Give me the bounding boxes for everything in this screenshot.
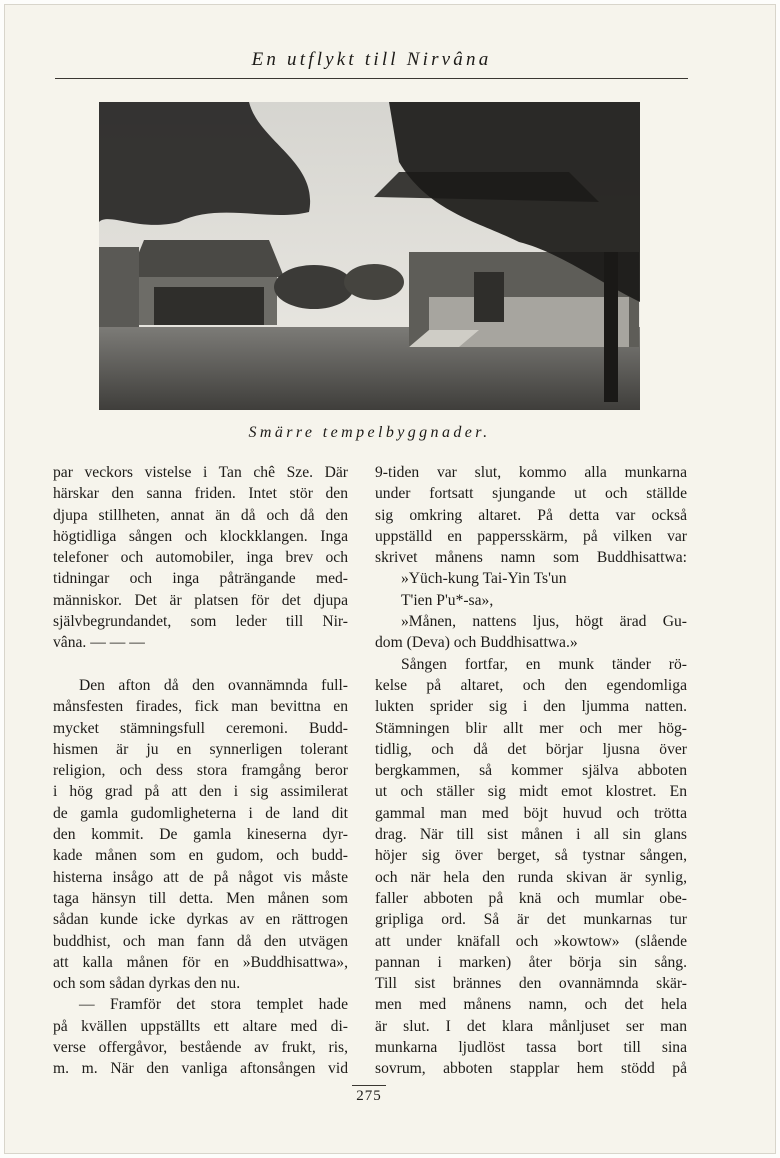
text-line: faller abboten på knä och mumlar obe- — [375, 889, 687, 907]
text-line: Till sist brännes den ovannämnda skär- — [375, 975, 687, 993]
text-line: mycket stämningsfull ceremoni. Budd- — [53, 719, 348, 737]
text-line: på kvällen uppställts ett altare med di- — [53, 1017, 348, 1035]
text-line: härskar den sanna friden. Intet stör den — [53, 485, 348, 503]
text-line: de gamla gudomligheterna i de land dit — [53, 804, 348, 822]
figure-caption: Smärre tempelbyggnader. — [248, 424, 491, 441]
text-line: vâna. — — — — [53, 634, 145, 652]
text-line: ut och ställer sig midt emot klostret. En — [375, 783, 687, 801]
text-line: verse offergåvor, bestående av frukt, ris, — [53, 1039, 348, 1057]
text-line: buddhist, och man fann då den utvägen — [53, 932, 348, 950]
text-line: tidlig, och då det börjar ljusna över — [375, 740, 687, 758]
text-line: munkarna ljudlöst tassa bort till sina — [375, 1039, 687, 1057]
text-line: hismen är ju en synnerligen tolerant — [53, 740, 348, 758]
text-line: högtidliga sången och klockklangen. Inga — [53, 527, 348, 545]
text-line: i hög grad på att den i sig assimilerat — [53, 783, 348, 801]
text-line: gammal man med böjt huvud och trötta — [375, 804, 687, 822]
text-line: Den afton då den ovannämnda full- — [79, 676, 348, 694]
text-line: T'ien P'u*-sa», — [401, 591, 494, 609]
text-line: Stämningen blir allt mer och mer hög- — [375, 719, 687, 737]
running-header: En utflykt till Nirvâna — [251, 49, 492, 70]
text-line: Sången fortfar, en munk tänder rö- — [401, 655, 687, 673]
text-line: lukten sprider sig i den ljumma natten. — [375, 698, 687, 716]
text-line: självbegrundandet, som leder till Nir- — [53, 613, 348, 631]
book-page — [4, 4, 776, 1154]
text-line: — Framför det stora templet hade — [79, 996, 348, 1014]
temple-photo-illustration — [99, 102, 640, 410]
text-line: »Månen, nattens ljus, högt ärad Gu- — [401, 613, 687, 631]
text-line: människor. Det är platsen för det djupa — [53, 591, 348, 609]
text-line: sig omkring altaret. På detta var också — [375, 506, 687, 524]
text-line: 9-tiden var slut, kommo alla munkarna — [375, 464, 687, 481]
text-line: men med månens namn, och det hela — [375, 996, 687, 1014]
text-line: pannan i marken) åter börja sin sång. — [375, 953, 687, 971]
temple-photograph — [99, 102, 640, 410]
text-line: är slut. I det klara månljuset ser man — [375, 1017, 687, 1035]
right-text-column — [375, 462, 687, 1080]
text-line — [53, 654, 348, 675]
page-number: 275 — [356, 1088, 382, 1104]
text-line: och när hela den runda skivan är synlig, — [375, 868, 687, 886]
header-rule — [55, 78, 688, 79]
text-line: histerna insågo att de på något vis måste — [53, 868, 348, 886]
text-line: dom (Deva) och Buddhisattwa.» — [375, 634, 578, 652]
text-line: att under knäfall och »kowtow» (slående — [375, 932, 687, 950]
text-line: den kommit. De gamla kineserna dyr- — [53, 826, 348, 844]
text-line: att kalla månen för en »Buddhisattwa», — [53, 953, 348, 971]
page-number-rule — [352, 1085, 386, 1086]
text-line: djupa stillheten, annat än då och då den — [53, 506, 348, 524]
text-line: uppställd en pappersskärm, på vilken var — [375, 527, 687, 545]
text-line: sådan kunde icke dyrkas av en rättrogen — [53, 911, 348, 929]
text-line: kade månen som en gudom, och budd- — [53, 847, 348, 865]
text-line: taga hänsyn till detta. Men månen som — [53, 889, 348, 907]
text-line: religion, och dess stora framgång beror — [53, 762, 348, 780]
text-line: sovrum, abboten stapplar hem stödd på — [375, 1060, 687, 1078]
text-line: kelse på altaret, och den egendomliga — [375, 676, 687, 694]
text-line: skrivet månens namn som Buddhisattwa: — [375, 549, 687, 567]
text-line: bergkammen, så kommer själva abboten — [375, 762, 687, 780]
text-line: telefoner och automobiler, inga brev och — [53, 549, 348, 567]
text-line: m. m. När den vanliga aftonsången vid — [53, 1060, 348, 1078]
text-line: drag. När till sist månen i all sin glans — [375, 826, 687, 844]
text-line: månsfesten firades, fick man bevittna en — [53, 698, 348, 716]
text-line: och som sådan dyrkas den nu. — [53, 975, 241, 993]
left-text-column — [53, 462, 348, 1080]
text-line: gripliga ord. Så är det munkarnas tur — [375, 911, 687, 929]
text-line: under fortsatt sjungande ut och ställde — [375, 485, 687, 503]
text-line: tidningar och inga påträngande med- — [53, 570, 348, 588]
text-line: »Yüch-kung Tai-Yin Ts'un — [401, 570, 567, 588]
text-line: höjer sig över berget, så tystnar sången, — [375, 847, 687, 865]
text-line: par veckors vistelse i Tan chê Sze. Där — [53, 464, 348, 481]
